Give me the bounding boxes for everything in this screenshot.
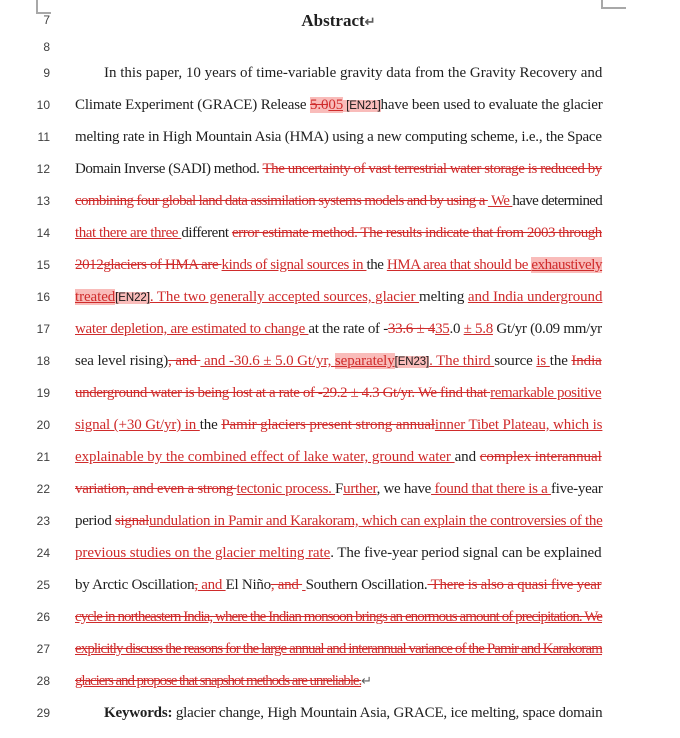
deleted-text: complex interannual [479,449,602,465]
title-line[interactable] [75,4,602,37]
line-row [0,281,680,313]
text-run: F [335,481,344,497]
line-row [0,153,680,185]
highlighted-deleted-text: 5.0 [310,97,329,113]
inserted-text: explainable by the combined effect of lake water, ground water [75,449,455,465]
line-row [0,121,680,153]
line-row [0,409,680,441]
text-run: sea level rising) [75,353,169,369]
deleted-text: , and [168,353,201,369]
deleted-underlined-text: explicitly discuss the reasons for the large annual and interannual variance of the Pamir and Karakoram [75,641,603,657]
line-row [0,249,680,281]
line-row [0,345,680,377]
inserted-text: urther [343,481,377,497]
bold-text: Keywords: [104,705,173,721]
text-run: different [181,225,232,241]
text-run: .0 [449,321,464,337]
text-line[interactable] [75,57,602,89]
text-run: by Arctic Oscillation [75,577,195,593]
text-run: the [199,417,222,433]
line-number: 22 [36,482,50,496]
line-row [0,665,680,697]
text-line[interactable] [75,121,602,153]
line-row [0,633,680,665]
document-body [0,4,680,729]
text-run: have been used to evaluate the glacier [380,97,603,113]
text-line[interactable] [75,217,602,249]
text-line[interactable] [75,313,602,345]
line-number: 28 [36,674,50,688]
inserted-text: tectonic process. [236,481,336,497]
text-line[interactable] [75,281,602,313]
text-run: Domain Inverse (SADI) method. [75,161,263,177]
deleted-text: variation, and even a strong [75,481,237,497]
inserted-text: and [197,577,226,593]
line-row [0,217,680,249]
text-line[interactable] [75,473,602,505]
inserted-text: ± 5.8 [463,321,493,337]
line-number: 26 [36,610,50,624]
line-row [0,441,680,473]
line-number: 12 [36,162,50,176]
inserted-text: kinds of signal sources in [221,257,367,273]
text-line[interactable] [75,697,602,729]
line-number: 17 [36,322,50,336]
paragraph-mark: ↵ [364,14,376,29]
highlighted-inserted-text: separately [334,353,395,369]
line-number: 10 [36,98,50,112]
text-line[interactable] [75,185,602,217]
text-run: glacier change, High Mountain Asia, GRACE, ice melting, space domain [172,705,603,721]
text-line[interactable] [75,601,602,633]
inserted-text: undulation in Pamir and Karakoram, which can explain the controversies of the [149,513,603,529]
line-number: 13 [36,194,50,208]
inserted-text: HMA area that should be [386,257,532,273]
text-run: El Niño [225,577,271,593]
deleted-text: , and [270,577,303,593]
inserted-text: and -30.6 ± 5.0 Gt/yr, [200,353,335,369]
line-row [0,569,680,601]
deleted-text: The uncertainty of vast terrestrial water storage is reduced by [262,161,602,177]
comment-tag: [EN22] [115,292,150,304]
inserted-text: found that there is a [431,481,552,497]
inserted-text: previous studies on the glacier melting rate [75,545,331,561]
line-row [0,473,680,505]
line-number: 27 [36,642,50,656]
highlighted-inserted-text: 05 [328,97,344,113]
deleted-text: There is also a quasi five year [427,577,602,593]
text-run: melting rate in High Mountain Asia (HMA) using a new computing scheme, i.e., the Space [75,129,602,145]
comment-tag: [EN21] [346,100,381,112]
text-line[interactable] [75,537,602,569]
text-run: . The five-year period signal can be explained [330,545,602,561]
comment-tag: [EN23] [394,356,430,368]
text-run: Southern Oscillation. [305,577,428,593]
text-line[interactable] [75,345,602,377]
line-number: 15 [36,258,50,272]
line-row [0,377,680,409]
line-row [0,313,680,345]
deleted-text: Pamir glaciers present strong annual [221,417,435,433]
text-line[interactable] [75,377,602,409]
text-run: melting [419,289,468,305]
text-line[interactable] [75,409,602,441]
deleted-text: underground water is being lost at a rate of -29.2 ± 4.3 Gt/yr. We find that [75,385,491,401]
line-number: 11 [37,130,50,144]
deleted-text: combining four global land data assimilation systems models and by using a [75,193,488,209]
deleted-text: , [194,577,198,593]
line-row [0,505,680,537]
text-line[interactable] [75,569,602,601]
paragraph-mark: ↵ [361,673,371,688]
inserted-text: We [487,193,513,209]
text-run: the [366,257,387,273]
highlighted-inserted-text: treated [75,289,116,305]
line-row [0,37,680,57]
text-run: Climate Experiment (GRACE) Release [75,97,311,113]
line-number: 14 [36,226,50,240]
text-run: five-year [551,481,603,497]
deleted-underlined-text: cycle in northeastern India, where the Indian monsoon brings an enormous amount of precipitation. We [75,609,603,625]
inserted-text: is [536,353,550,369]
line-number: 29 [36,706,50,720]
text-run: have determined [512,193,603,209]
line-row [0,185,680,217]
line-row [0,697,680,729]
text-run: In this paper, 10 years of time-variable gravity data from the Gravity Recovery and [104,65,603,81]
line-number: 7 [43,13,50,27]
line-row [0,89,680,121]
text-line[interactable] [75,153,602,185]
text-line[interactable] [75,441,602,473]
deleted-text: error estimate method. The results indicate that from 2003 through [231,225,602,241]
inserted-text: remarkable positive [490,385,602,401]
text-line[interactable] [75,665,602,697]
text-run: at the rate of - [308,321,388,337]
deleted-text: 2012glaciers of HMA are [75,257,222,273]
inserted-text: water depletion, are estimated to change [75,321,309,337]
line-number: 19 [36,386,50,400]
text-line[interactable] [75,505,602,537]
deleted-text: 33.6 ± 4 [387,321,436,337]
text-run: the [549,353,572,369]
inserted-text: signal (+30 Gt/yr) in [75,417,200,433]
line-number: 18 [36,354,50,368]
text-run: period [75,513,115,529]
inserted-text: . The third [429,353,495,369]
text-run: , we have [376,481,432,497]
line-row [0,57,680,89]
line-number: 9 [43,66,50,80]
line-row [0,601,680,633]
inserted-text: inner Tibet Plateau, which is [434,417,603,433]
text-run: and [454,449,480,465]
inserted-text: and India underground [467,289,603,305]
inserted-text: . The two generally accepted sources, glacier [149,289,420,305]
text-line[interactable] [75,89,602,121]
highlighted-inserted-text: exhaustively [531,257,603,273]
line-row [0,537,680,569]
line-number: 21 [36,450,50,464]
line-number: 16 [36,290,50,304]
inserted-text: that there are three [75,225,182,241]
bold-text: Abstract [301,11,365,30]
line-row [0,4,680,37]
text-run: Gt/yr (0.09 mm/yr [492,321,602,337]
line-number: 24 [36,546,50,560]
text-line[interactable] [75,633,602,665]
deleted-underlined-text: glaciers and propose that snapshot methods are unreliable. [75,673,362,689]
line-number: 20 [36,418,50,432]
inserted-text: 35 [435,321,450,337]
text-line[interactable] [75,249,602,281]
text-run: source [494,353,537,369]
deleted-text: signal [114,513,150,529]
line-number: 23 [36,514,50,528]
line-number: 25 [36,578,50,592]
line-number: 8 [43,40,50,54]
deleted-text: India [571,353,602,369]
empty-line [75,37,602,57]
